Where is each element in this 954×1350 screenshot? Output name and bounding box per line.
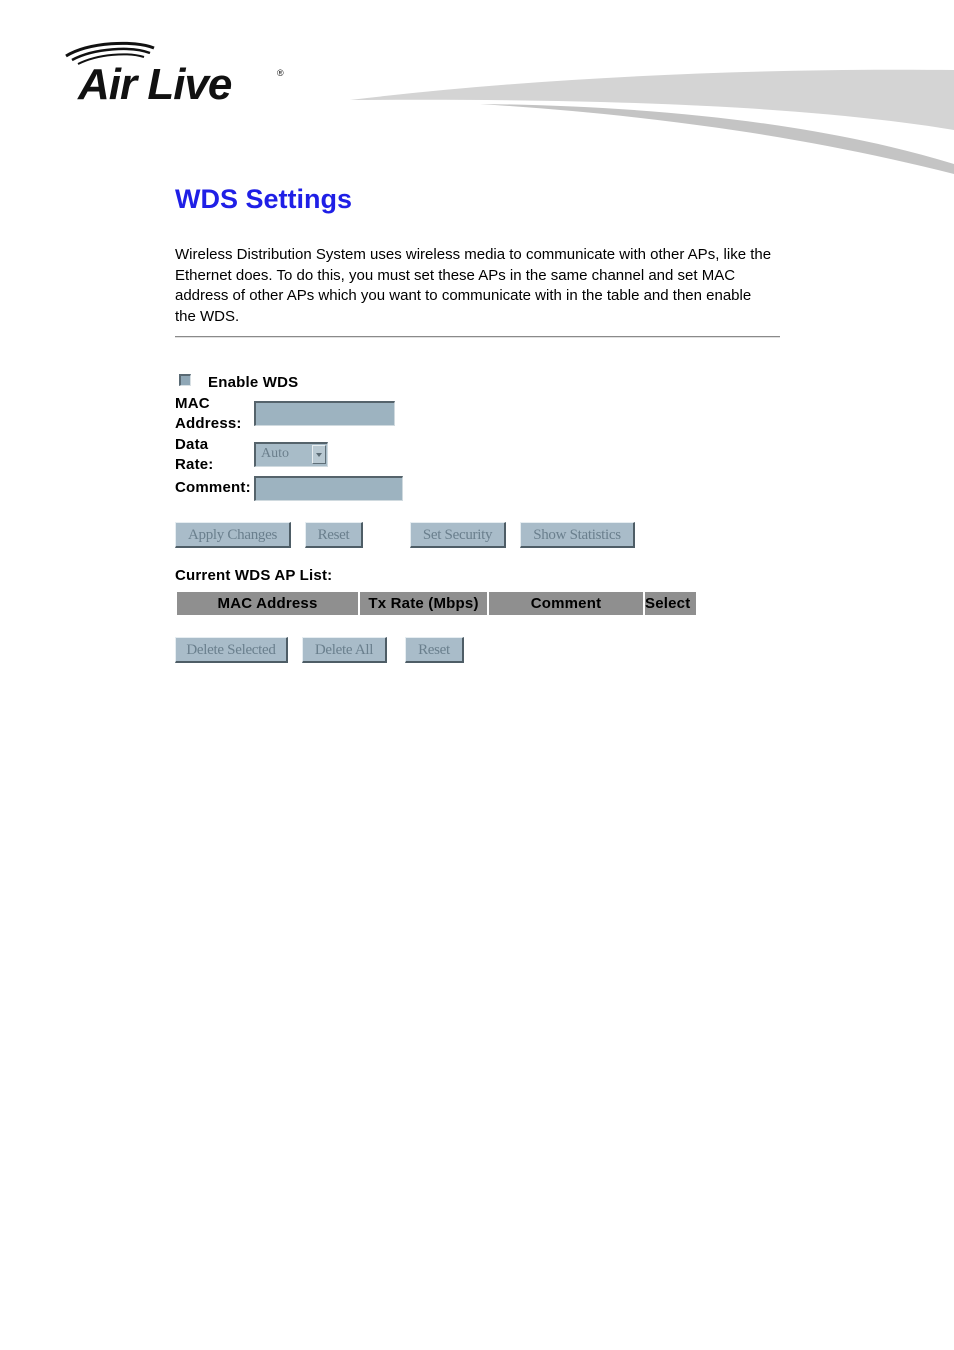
mac-address-input[interactable] <box>254 401 395 426</box>
enable-wds-checkbox[interactable] <box>179 374 191 386</box>
set-security-button[interactable]: Set Security <box>410 522 506 548</box>
header-decoration <box>350 64 954 176</box>
list-reset-button[interactable]: Reset <box>405 637 464 663</box>
data-rate-label-line1: Data <box>175 436 209 453</box>
apply-changes-button[interactable]: Apply Changes <box>175 522 291 548</box>
enable-wds-label: Enable WDS <box>208 374 299 391</box>
page-title: WDS Settings <box>175 184 353 214</box>
ap-list-title: Current WDS AP List: <box>175 567 333 584</box>
chevron-down-icon[interactable] <box>312 445 326 464</box>
data-rate-label-line2: Rate: <box>175 456 214 473</box>
delete-all-button[interactable]: Delete All <box>302 637 387 663</box>
brand-name: Air Live <box>78 60 232 109</box>
divider <box>175 336 780 338</box>
reset-button[interactable]: Reset <box>305 522 363 548</box>
column-header-tx-rate: Tx Rate (Mbps) <box>360 592 487 615</box>
mac-address-label-line2: Address: <box>175 415 242 432</box>
airlive-logo <box>64 40 294 112</box>
comment-label: Comment: <box>175 479 251 496</box>
column-header-comment: Comment <box>489 592 643 615</box>
delete-selected-button[interactable]: Delete Selected <box>175 637 288 663</box>
show-statistics-button[interactable]: Show Statistics <box>520 522 635 548</box>
comment-input[interactable] <box>254 476 403 501</box>
wds-ap-table <box>175 590 698 617</box>
data-rate-select[interactable] <box>254 442 328 467</box>
page-description: Wireless Distribution System uses wireless media to communicate with other APs, like the Ethernet does. To do this, you must set these APs in the same channel and set MAC address of other APs which you want to communicate with in the table and then enable the WDS. <box>175 246 772 325</box>
data-rate-selected-value: Auto <box>261 446 289 461</box>
registered-mark: ® <box>277 68 284 78</box>
column-header-select: Select <box>645 592 696 615</box>
column-header-mac-address: MAC Address <box>177 592 358 615</box>
table-header-row <box>177 592 696 615</box>
mac-address-label-line1: MAC <box>175 395 210 412</box>
